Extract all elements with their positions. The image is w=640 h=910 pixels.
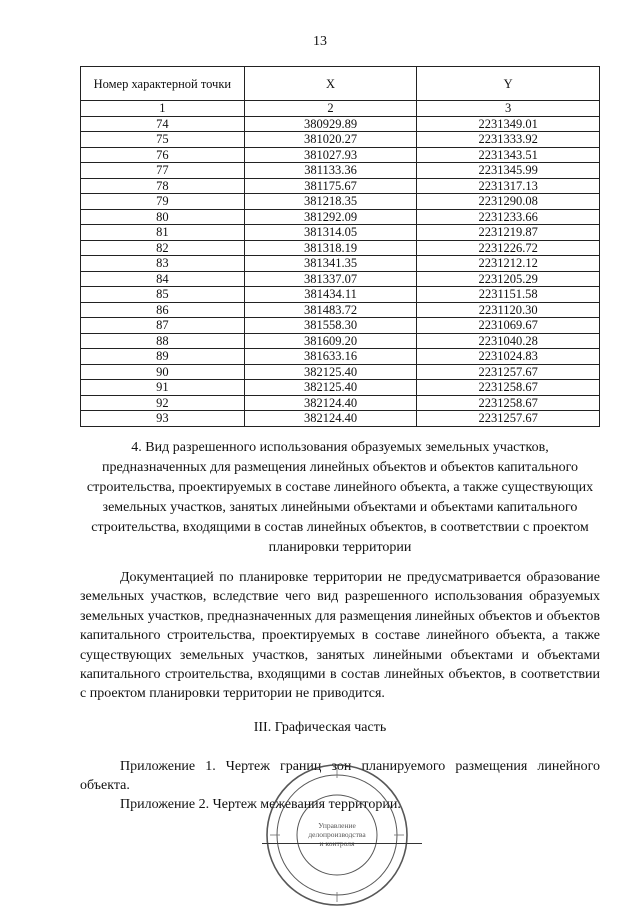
cell-x: 381318.19 <box>244 240 417 256</box>
table-row <box>81 147 600 163</box>
cell-point-number: 80 <box>81 209 245 225</box>
cell-point-number: 78 <box>81 178 245 194</box>
cell-point-number: 76 <box>81 147 245 163</box>
header-y: Y <box>417 67 600 101</box>
cell-point-number: 84 <box>81 271 245 287</box>
cell-x: 381558.30 <box>244 318 417 334</box>
table-header-row <box>81 67 600 101</box>
cell-point-number: 83 <box>81 256 245 272</box>
cell-y: 2231317.13 <box>417 178 600 194</box>
cell-y: 2231257.67 <box>417 364 600 380</box>
cell-x: 381218.35 <box>244 194 417 210</box>
cell-x: 381020.27 <box>244 132 417 148</box>
cell-y: 2231024.83 <box>417 349 600 365</box>
cell-x: 381341.35 <box>244 256 417 272</box>
cell-y: 2231233.66 <box>417 209 600 225</box>
table-row <box>81 240 600 256</box>
cell-point-number: 86 <box>81 302 245 318</box>
table-row <box>81 364 600 380</box>
table-row <box>81 256 600 272</box>
cell-y: 2231349.01 <box>417 116 600 132</box>
table-row <box>81 225 600 241</box>
cell-y: 2231226.72 <box>417 240 600 256</box>
cell-point-number: 75 <box>81 132 245 148</box>
cell-point-number: 74 <box>81 116 245 132</box>
cell-y: 2231069.67 <box>417 318 600 334</box>
seal-text-line-2: делопроизводства <box>308 830 366 839</box>
table-row <box>81 380 600 396</box>
appendix-2-text: Приложение 2. Чертеж межевания территории. <box>120 797 401 812</box>
cell-x: 381483.72 <box>244 302 417 318</box>
seal-text-line-3: и контроля <box>319 839 355 848</box>
appendix-1-text: Приложение 1. Чертеж границ зон планируемого размещения линейного объекта. <box>80 759 600 793</box>
cell-y: 2231258.67 <box>417 395 600 411</box>
section-4-heading: 4. Вид разрешенного использования образуемых земельных участков, предназначенных для размещения линейных объектов и объектов капитального строительства, проектируемых в составе линейного объекта, а также существующих земельных участков, занятых линейными объектами и объектами капитального строительства, входящими в состав линейных объектов, в соответствии с проектом планировки территории <box>86 440 594 555</box>
cell-point-number: 89 <box>81 349 245 365</box>
cell-point-number: 81 <box>81 225 245 241</box>
cell-point-number: 90 <box>81 364 245 380</box>
cell-point-number: 77 <box>81 163 245 179</box>
cell-x: 382125.40 <box>244 380 417 396</box>
cell-y: 2231333.92 <box>417 132 600 148</box>
cell-y: 2231040.28 <box>417 333 600 349</box>
cell-x: 381027.93 <box>244 147 417 163</box>
cell-x: 381337.07 <box>244 271 417 287</box>
index-col-1: 1 <box>81 101 245 117</box>
cell-x: 381175.67 <box>244 178 417 194</box>
page-number: 13 <box>313 34 327 49</box>
cell-y: 2231257.67 <box>417 411 600 427</box>
cell-point-number: 79 <box>81 194 245 210</box>
table-row <box>81 395 600 411</box>
cell-point-number: 91 <box>81 380 245 396</box>
cell-point-number: 87 <box>81 318 245 334</box>
header-point-number: Номер характерной точки <box>81 67 245 101</box>
cell-y: 2231205.29 <box>417 271 600 287</box>
cell-x: 381292.09 <box>244 209 417 225</box>
table-body <box>81 116 600 426</box>
cell-x: 382124.40 <box>244 411 417 427</box>
cell-x: 380929.89 <box>244 116 417 132</box>
cell-point-number: 85 <box>81 287 245 303</box>
index-col-2: 2 <box>244 101 417 117</box>
table-row <box>81 271 600 287</box>
cell-point-number: 93 <box>81 411 245 427</box>
cell-y: 2231151.58 <box>417 287 600 303</box>
index-col-3: 3 <box>417 101 600 117</box>
cell-x: 381434.11 <box>244 287 417 303</box>
section-3-heading: III. Графическая часть <box>253 720 387 735</box>
table-row <box>81 116 600 132</box>
official-seal <box>262 760 412 910</box>
cell-y: 2231258.67 <box>417 380 600 396</box>
cell-x: 381633.16 <box>244 349 417 365</box>
table-row <box>81 333 600 349</box>
coordinates-table <box>80 66 600 427</box>
table-row <box>81 194 600 210</box>
cell-point-number: 82 <box>81 240 245 256</box>
cell-x: 381609.20 <box>244 333 417 349</box>
table-row <box>81 302 600 318</box>
table-row <box>81 209 600 225</box>
table-row <box>81 411 600 427</box>
table-row <box>81 163 600 179</box>
table-row <box>81 287 600 303</box>
cell-x: 381133.36 <box>244 163 417 179</box>
cell-y: 2231212.12 <box>417 256 600 272</box>
cell-y: 2231120.30 <box>417 302 600 318</box>
cell-y: 2231343.51 <box>417 147 600 163</box>
section-4-paragraph: Документацией по планировке территории не предусматривается образование земельных участков, вследствие чего вид разрешенного использования образуемых земельных участков, предназначенных для размещения линейных объектов и объектов капитального строительства, проектируемых в составе линейного объекта, а также существующих земельных участков, занятых линейными объектами и объектами капитального строительства, входящими в состав линейных объектов, в соответствии с проектом планировки территории не приводится. <box>80 570 600 702</box>
table-row <box>81 132 600 148</box>
cell-y: 2231345.99 <box>417 163 600 179</box>
cell-point-number: 88 <box>81 333 245 349</box>
cell-y: 2231290.08 <box>417 194 600 210</box>
table-row <box>81 318 600 334</box>
table-row <box>81 178 600 194</box>
cell-y: 2231219.87 <box>417 225 600 241</box>
cell-point-number: 92 <box>81 395 245 411</box>
table-row <box>81 349 600 365</box>
cell-x: 382124.40 <box>244 395 417 411</box>
cell-x: 381314.05 <box>244 225 417 241</box>
seal-text-line-1: Управление <box>318 821 356 830</box>
cell-x: 382125.40 <box>244 364 417 380</box>
table-index-row <box>81 101 600 117</box>
header-x: X <box>244 67 417 101</box>
